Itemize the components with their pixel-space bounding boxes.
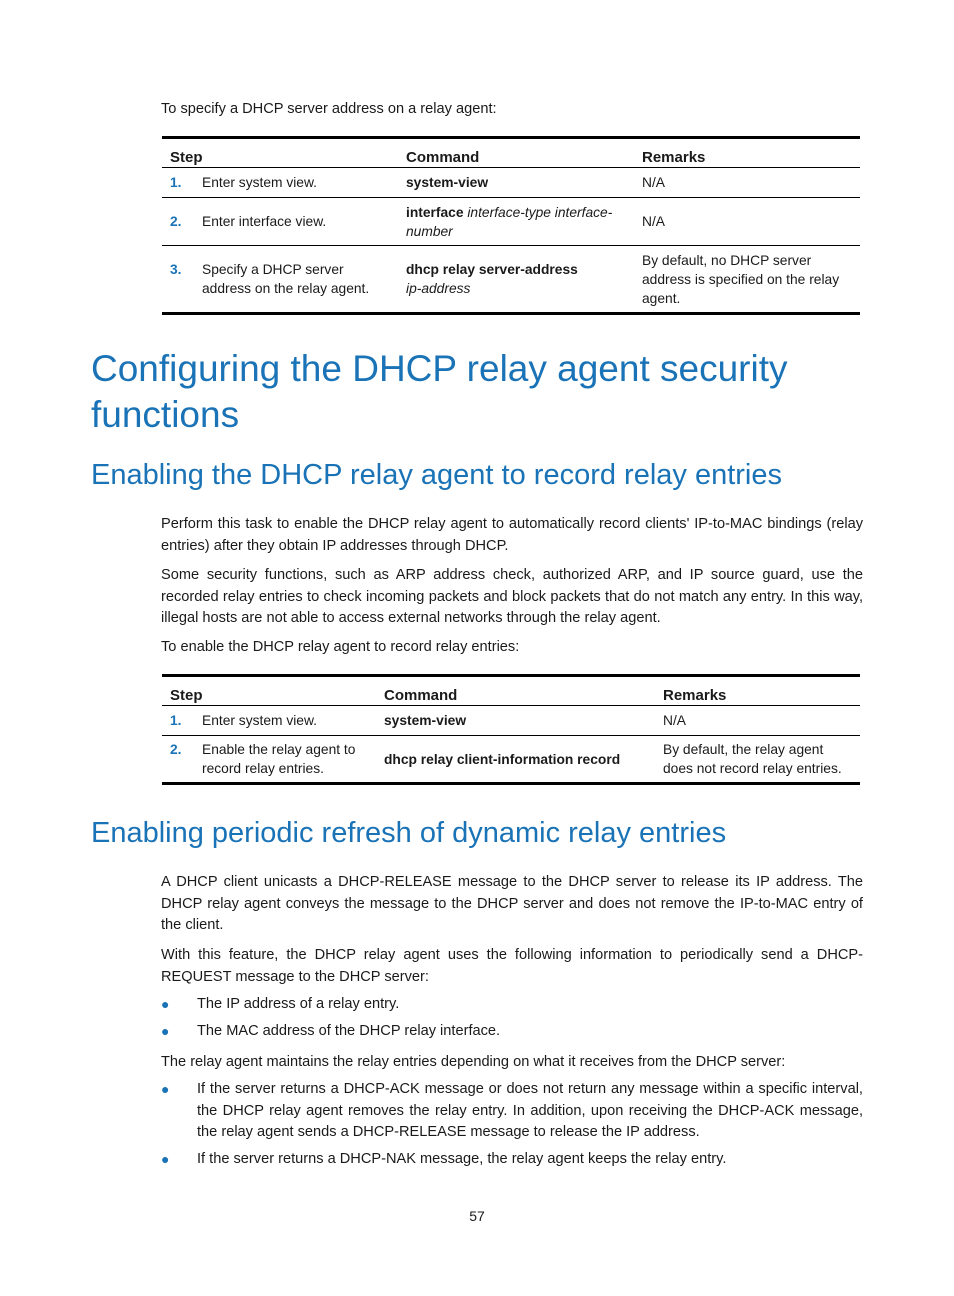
command-keyword: interface bbox=[406, 204, 464, 220]
step-cell bbox=[162, 168, 398, 198]
bullet-icon: ● bbox=[161, 1081, 170, 1097]
step-text: Specify a DHCP server address on the relay agent. bbox=[202, 262, 370, 296]
command-argument: ip-address bbox=[406, 281, 471, 296]
table-header-row bbox=[162, 138, 860, 168]
bullet-icon: ● bbox=[161, 1151, 170, 1167]
paragraph-3: A DHCP client unicasts a DHCP-RELEASE message to the DHCP server to release its IP address. The DHCP relay agent conveys the message to the DHCP server and does not remove the IP-to-MAC entry of the client. bbox=[161, 874, 863, 933]
header-remarks: Remarks bbox=[634, 138, 860, 168]
remarks-cell: By default, the relay agent does not record relay entries. bbox=[663, 742, 842, 776]
step-number: 1. bbox=[170, 175, 182, 190]
step-number: 2. bbox=[170, 214, 182, 229]
header-step: Step bbox=[162, 676, 376, 706]
paragraph-4: With this feature, the DHCP relay agent uses the following information to periodically send a DHCP-REQUEST message to the DHCP server: bbox=[161, 947, 863, 985]
command-cell bbox=[398, 198, 634, 246]
page-number: 57 bbox=[469, 1208, 485, 1224]
paragraph-1: Perform this task to enable the DHCP relay agent to automatically record clients' IP-to-MAC bindings (relay entries) after they obtain IP addresses through DHCP. bbox=[161, 516, 863, 554]
remarks-cell: N/A bbox=[655, 706, 860, 736]
list-item bbox=[161, 1149, 863, 1171]
command-table-2 bbox=[162, 674, 860, 785]
command-cell bbox=[398, 246, 634, 314]
list-item bbox=[161, 994, 863, 1016]
table-row bbox=[162, 706, 860, 736]
remarks-cell: N/A bbox=[634, 198, 860, 246]
command-keyword: dhcp relay client-information record bbox=[384, 751, 621, 767]
bullet-icon: ● bbox=[161, 1023, 170, 1039]
table-row bbox=[162, 168, 860, 198]
step-cell bbox=[162, 246, 398, 314]
chapter-heading: Configuring the DHCP relay agent security functions bbox=[91, 348, 788, 435]
header-command: Command bbox=[398, 138, 634, 168]
command-argument: interface-type interface-number bbox=[406, 204, 613, 239]
step-text: Enter interface view. bbox=[202, 214, 327, 229]
list-item bbox=[161, 1021, 863, 1043]
list-item-text: The MAC address of the DHCP relay interface. bbox=[197, 1023, 501, 1039]
command-cell bbox=[376, 736, 655, 784]
step-cell bbox=[162, 706, 376, 736]
step-text: Enter system view. bbox=[202, 175, 318, 190]
bullet-icon: ● bbox=[161, 996, 170, 1012]
intro-text-2: To enable the DHCP relay agent to record relay entries: bbox=[161, 639, 520, 655]
list-item bbox=[161, 1079, 863, 1144]
command-keyword: dhcp relay server-address bbox=[406, 262, 578, 277]
table-row bbox=[162, 246, 860, 314]
list-item-text: If the server returns a DHCP-ACK message or does not return any message within a specific interval, the DHCP relay agent removes the relay entry. In addition, upon receiving the DHCP-ACK message, the relay agent sends a DHCP-RELEASE message to release the IP address. bbox=[197, 1081, 863, 1140]
header-remarks: Remarks bbox=[655, 676, 860, 706]
paragraph-5: The relay agent maintains the relay entries depending on what it receives from the DHCP server: bbox=[161, 1054, 786, 1070]
step-number: 2. bbox=[170, 742, 182, 757]
step-number: 3. bbox=[170, 262, 182, 277]
step-text: Enable the relay agent to record relay entries. bbox=[202, 742, 356, 776]
command-cell bbox=[376, 706, 655, 736]
table-row bbox=[162, 198, 860, 246]
section-heading-periodic-refresh: Enabling periodic refresh of dynamic relay entries bbox=[91, 817, 727, 849]
command-table-1 bbox=[162, 136, 860, 315]
step-cell bbox=[162, 736, 376, 784]
step-text: Enter system view. bbox=[202, 713, 318, 728]
step-number: 1. bbox=[170, 713, 182, 728]
remarks-cell: N/A bbox=[634, 168, 860, 198]
command-keyword: system-view bbox=[384, 713, 467, 728]
remarks-cell: By default, no DHCP server address is specified on the relay agent. bbox=[642, 252, 840, 306]
table-row bbox=[162, 736, 860, 784]
table-header-row bbox=[162, 676, 860, 706]
command-keyword: system-view bbox=[406, 175, 489, 190]
section-heading-record-relay-entries: Enabling the DHCP relay agent to record relay entries bbox=[91, 459, 783, 491]
list-item-text: If the server returns a DHCP-NAK message, the relay agent keeps the relay entry. bbox=[197, 1151, 727, 1167]
command-cell bbox=[398, 168, 634, 198]
paragraph-2: Some security functions, such as ARP address check, authorized ARP, and IP source guard, use the recorded relay entries to check incoming packets and block packets that do not match any entry. In this way, illegal hosts are not able to access external networks through the relay agent. bbox=[161, 567, 863, 626]
header-command: Command bbox=[376, 676, 655, 706]
list-item-text: The IP address of a relay entry. bbox=[197, 996, 400, 1012]
header-step: Step bbox=[162, 138, 398, 168]
intro-text-1: To specify a DHCP server address on a relay agent: bbox=[161, 101, 497, 117]
step-cell bbox=[162, 198, 398, 246]
